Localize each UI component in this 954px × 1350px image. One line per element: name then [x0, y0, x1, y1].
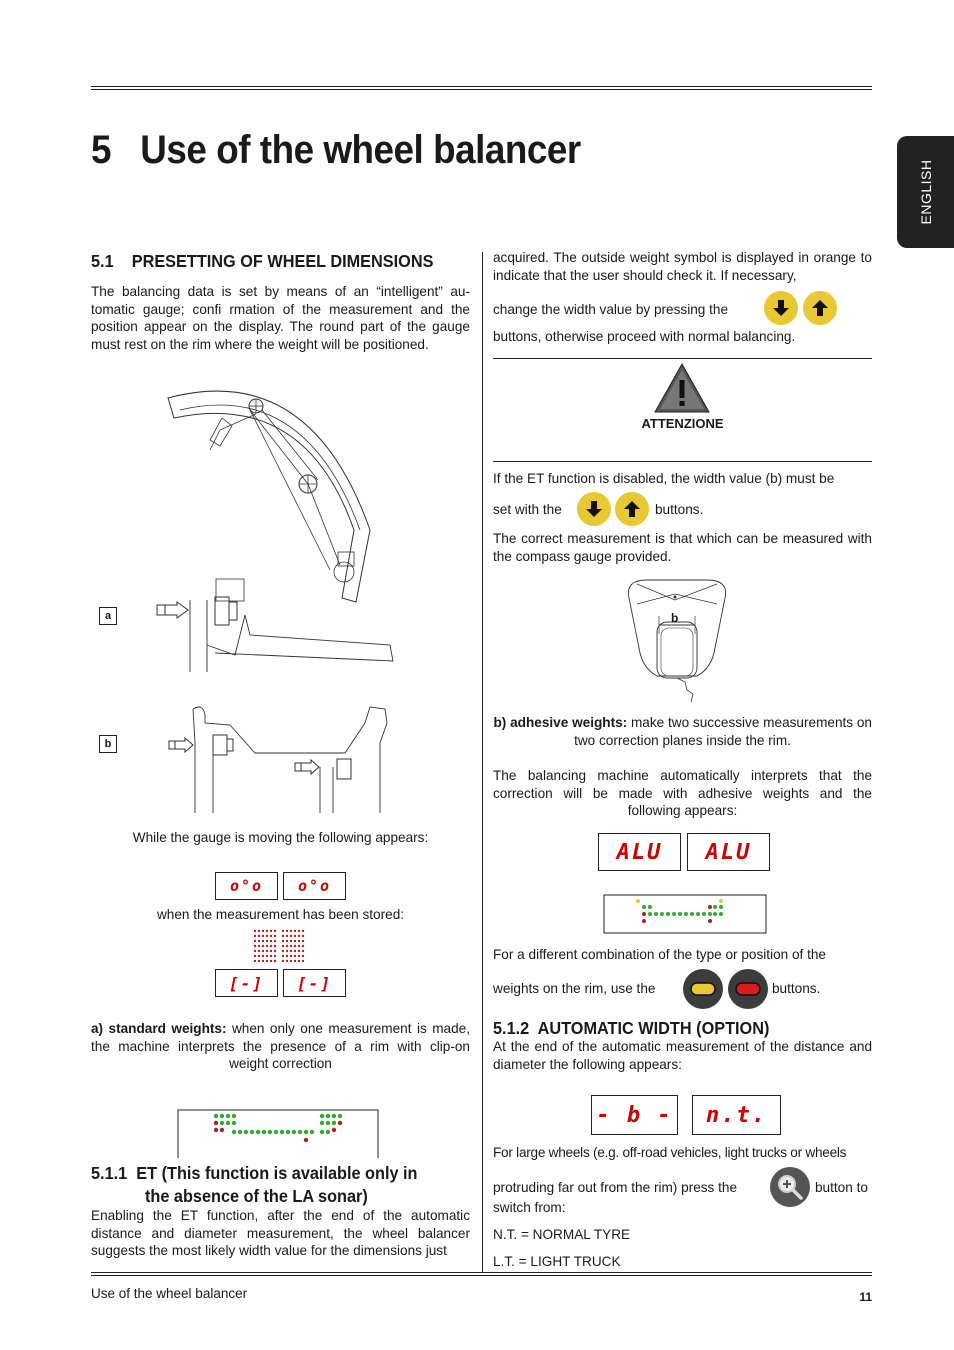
search-plus-button[interactable] — [770, 1167, 810, 1207]
led-matrix-stored — [252, 928, 312, 968]
change-width-text: change the width value by pressing the — [493, 302, 729, 317]
display-nt-right: n.t. — [692, 1095, 781, 1135]
weights-rim-text: weights on the rim, use the — [493, 981, 656, 996]
protruding-text: protruding far out from the rim) press the — [493, 1180, 738, 1195]
rim-profile-a-illustration — [155, 575, 395, 675]
arrow-down-icon — [771, 298, 791, 318]
nt-definition: N.T. = NORMAL TYRE — [493, 1227, 631, 1242]
arrow-down-button[interactable] — [764, 291, 798, 325]
warning-triangle-icon — [653, 362, 711, 414]
section-5-1-text: The balancing data is set by means of an “intelligent” au-tomatic gauge; confi rmation of the measurement and the position appear on the display. The round part of the gauge must rest on the rim where the weight will be positioned. — [91, 284, 470, 352]
header-rule — [91, 86, 872, 90]
section-5-1-1-title-line2: the absence of the LA sonar) — [145, 1186, 368, 1206]
different-combination-text: For a different combination of the type or position of the — [493, 947, 826, 962]
display-alu-left: ALU — [598, 833, 681, 871]
led-bar-adhesive — [603, 894, 767, 934]
section-5-1-title: 5.1 PRESETTING OF WHEEL DIMENSIONS — [91, 251, 434, 271]
display-b-left: - b - — [591, 1095, 678, 1135]
section-5-1-2-text: At the end of the automatic measurement of the distance and diameter the following appears: — [493, 1039, 872, 1072]
caliper-b-label: b — [671, 611, 679, 625]
large-wheels-text: For large wheels (e.g. off-road vehicles, light trucks or wheels — [493, 1145, 847, 1160]
page-title: 5 Use of the wheel balancer — [91, 128, 581, 172]
yellow-led-button[interactable] — [683, 969, 723, 1009]
footer-rule — [91, 1272, 872, 1276]
standard-weights-text: a) standard weights: when only one measurement is made, the machine interprets the presence of a rim with clip-on weight correction — [91, 1021, 470, 1071]
warning-rule-top — [493, 358, 872, 359]
arrow-up-icon — [622, 499, 642, 519]
buttons-word-2: buttons. — [772, 981, 821, 996]
arrow-down-icon — [584, 499, 604, 519]
language-tab: ENGLISH — [897, 136, 954, 248]
rim-profile-b-illustration — [165, 703, 395, 815]
figure-label-a: a — [99, 607, 117, 625]
section-5-1-1-text: Enabling the ET function, after the end of the automatic distance and diameter measurement, the wheel balancer suggests the most likely width value for the dimensions just — [91, 1208, 470, 1258]
display-moving-left: o°o — [215, 872, 278, 900]
display-stored-right: [-] — [283, 969, 346, 997]
stored-text: when the measurement has been stored: — [156, 907, 405, 922]
footer-section: Use of the wheel balancer — [91, 1286, 248, 1301]
buttons-word: buttons. — [655, 502, 704, 517]
switch-from-text: switch from: — [493, 1200, 566, 1215]
section-5-1-1-title: 5.1.1 ET (This function is available only in — [91, 1163, 418, 1183]
display-alu-right: ALU — [687, 833, 770, 871]
lt-definition: L.T. = LIGHT TRUCK — [493, 1254, 621, 1269]
figure-label-b: b — [99, 735, 117, 753]
display-stored-left: [-] — [215, 969, 278, 997]
warning-label: ATTENZIONE — [641, 416, 724, 431]
button-to-text: button to — [815, 1180, 868, 1195]
warning-rule-bottom — [493, 461, 872, 462]
display-moving-right: o°o — [283, 872, 346, 900]
led-bar-standard — [176, 1108, 380, 1158]
arrow-down-button-2[interactable] — [577, 492, 611, 526]
red-pill-icon — [735, 982, 761, 996]
set-with-text: set with the — [493, 502, 562, 517]
et-disabled-text: If the ET function is disabled, the width value (b) must be — [493, 471, 835, 486]
interprets-text: The balancing machine automatically interprets that the correction will be made with adhesive weights and the following appears: — [493, 768, 872, 818]
column-divider — [482, 252, 483, 1272]
correct-measurement-text: The correct measurement is that which can be measured with the compass gauge provided. — [493, 531, 872, 564]
continued-text: acquired. The outside weight symbol is displayed in orange to indicate that the user should check it. If necessary, — [493, 250, 872, 283]
otherwise-text: buttons, otherwise proceed with normal balancing. — [493, 329, 796, 344]
compass-gauge-illustration — [617, 578, 737, 703]
section-5-1-2-title: 5.1.2 AUTOMATIC WIDTH (OPTION) — [493, 1018, 770, 1038]
arrow-up-button[interactable] — [803, 291, 837, 325]
adhesive-weights-text: b) adhesive weights: make two successive measurements on two correction planes inside the rim. — [493, 715, 872, 748]
arrow-up-icon — [810, 298, 830, 318]
arrow-up-button-2[interactable] — [615, 492, 649, 526]
gauge-moving-text: While the gauge is moving the following appears: — [132, 830, 429, 845]
red-led-button[interactable] — [728, 969, 768, 1009]
search-plus-icon — [776, 1173, 804, 1201]
yellow-pill-icon — [690, 982, 716, 996]
page-number: 11 — [859, 1290, 872, 1304]
